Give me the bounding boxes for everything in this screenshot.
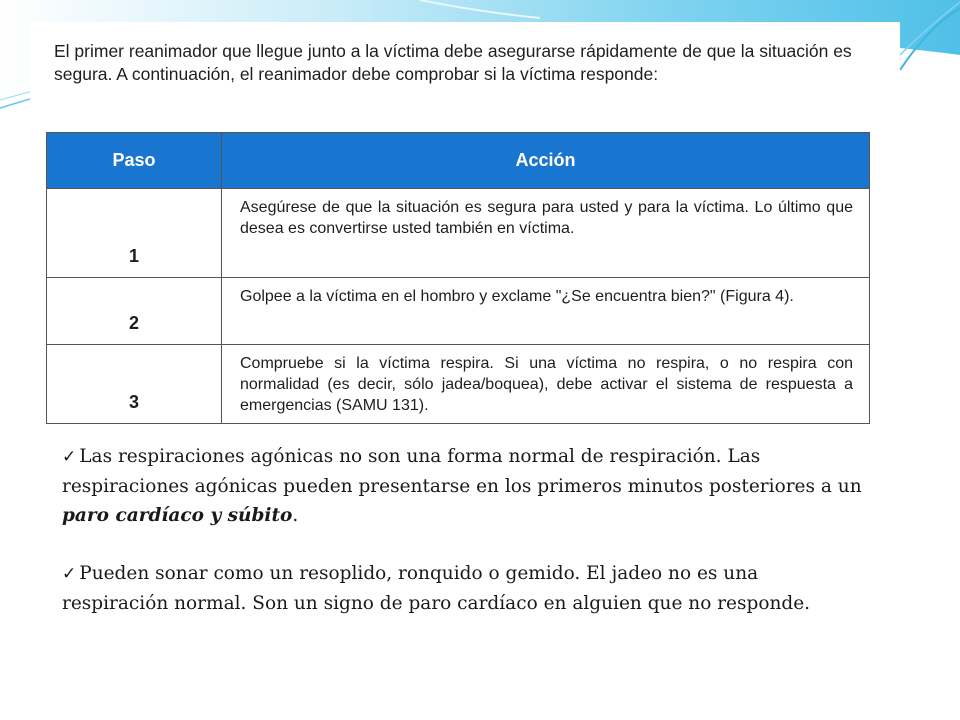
header-accion: Acción — [222, 133, 870, 189]
step-action: Compruebe si la víctima respira. Si una víctima no respira, o no respira con normalidad (es decir, sólo jadea/boquea), debe activar el sistema de respuesta a emergencias (SAMU 131). — [222, 345, 870, 424]
bullet-emphasis: paro cardíaco y súbito — [62, 505, 293, 526]
table-row — [47, 278, 870, 345]
document-image — [30, 22, 900, 442]
table-row — [47, 189, 870, 278]
step-action: Asegúrese de que la situación es segura para usted y para la víctima. Lo último que desea es convertirse usted también en víctima. — [222, 189, 870, 278]
step-action: Golpee a la víctima en el hombro y exclame "¿Se encuentra bien?" (Figura 4). — [222, 278, 870, 345]
step-number: 2 — [47, 278, 222, 345]
checkmark-icon: ✓ — [62, 564, 77, 584]
header-paso: Paso — [47, 133, 222, 189]
intro-paragraph: El primer reanimador que llegue junto a la víctima debe asegurarse rápidamente de que la situación es segura. A continuación, el reanimador debe comprobar si la víctima responde: — [54, 41, 852, 84]
checkmark-icon: ✓ — [62, 447, 77, 467]
bullet-text: Las respiraciones agónicas no son una forma normal de respiración. Las respiraciones agónicas pueden presentarse en los primeros minutos posteriores a un — [62, 446, 862, 497]
bullet-item — [62, 442, 862, 530]
bullet-item — [62, 559, 862, 618]
table-row — [47, 345, 870, 424]
bullet-list — [62, 442, 862, 618]
bullet-text-end: . — [292, 505, 299, 526]
step-number: 3 — [47, 345, 222, 424]
bullet-text: Pueden sonar como un resoplido, ronquido o gemido. El jadeo no es una respiración normal. Son un signo de paro cardíaco en alguien que no responde. — [62, 563, 811, 614]
table-header-row — [47, 133, 870, 189]
step-number: 1 — [47, 189, 222, 278]
steps-table — [46, 132, 870, 424]
